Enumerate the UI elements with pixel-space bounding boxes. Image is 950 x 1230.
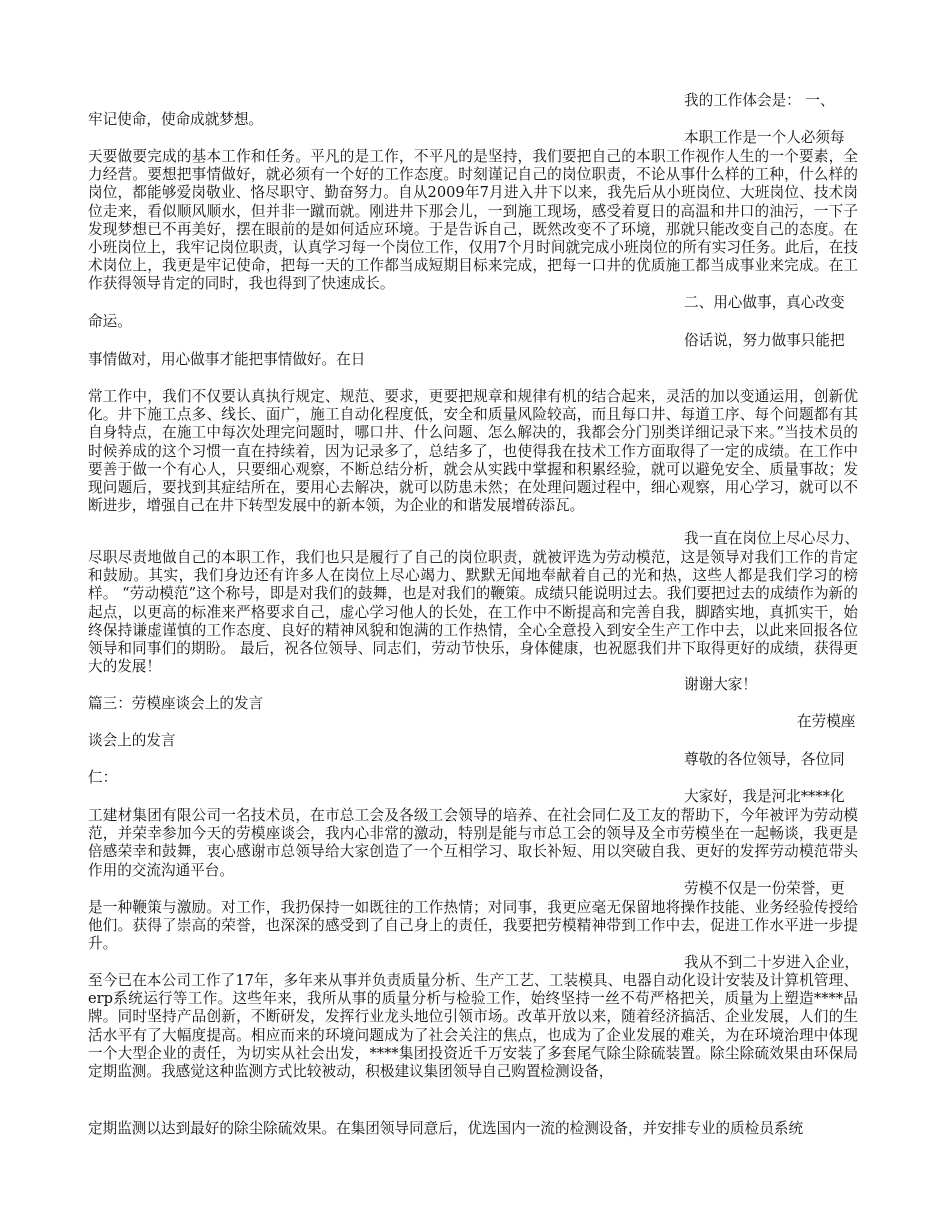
paragraph-body: 尽职尽责地做自己的本职工作，我们也只是履行了自己的岗位职责，就被评选为劳动模范，这是领导对我们工作的肯定和鼓励。其实，我们身边还有许多人在岗位上尽心竭力、默默无闻地奉献着自己的光和热，这些人都是我们学习的榜样。 “劳动模范”这个称号，即是对我们的鼓舞，也是对我们的鞭策。成绩只能说明过去。我们要把过去的成绩作为新的起点，以更高的标准来严格要求自己，虚心学习他人的长处，在工作中不断提高和完善自我，脚踏实地，真抓实干，始终保持谦虚谨慎的工作态度、良好的精神风貌和饱满的工作热情，全心全意投入到安全生产工作中去，以此来回报各位领导和同事们的期盼。 最后，祝各位领导、同志们，劳动节快乐，身体健康，也祝愿我们井下取得更好的成绩，获得更大的发展！ — [88, 549, 858, 676]
section-title: 篇三：劳模座谈会上的发言 — [88, 695, 264, 712]
greeting-body: 仁： — [88, 769, 118, 786]
speech-title-body: 谈会上的发言 — [88, 732, 176, 749]
paragraph-body: 天要做要完成的基本工作和任务。平凡的是工作，不平凡的是坚持，我们要把自己的本职工作视作人生的一个要素，全力经营。要想把事情做好，就必须有一个好的工作态度。时刻谨记自己的岗位职责，不论从事什么样的工种，什么样的岗位，都能够爱岗敬业、恪尽职守、勤奋努力。自从2009年7月进入井下以来，我先后从小班岗位、大班岗位、技术岗位走来，看似顺风顺水，但并非一蹴而就。刚进井下那会儿，一到施工现场，感受着夏日的高温和井口的油污，一下子发现梦想已不再美好，摆在眼前的是如何适应环境。于是告诉自己，既然改变不了环境，那就只能改变自己的态度。在小班岗位上，我牢记岗位职责，认真学习每一个岗位工作，仅用7个月时间就完成小班岗位的所有实习任务。此后，在技术岗位上，我更是牢记使命，把每一天的工作都当成短期目标来完成，把每一口井的优质施工都当成事业来完成。在工作获得领导肯定的同时，我也得到了快速成长。 — [88, 148, 858, 293]
paragraph-head: 我一直在岗位上尽心尽力、 — [684, 530, 860, 547]
paragraph-head: 本职工作是一个人必须每 — [684, 129, 845, 146]
paragraph-head: 劳模不仅是一份荣誉，更 — [684, 880, 845, 897]
paragraph-head: 俗话说，努力做事只能把 — [684, 332, 845, 349]
closing-line: 谢谢大家！ — [684, 676, 757, 693]
paragraph-body: 事情做对，用心做事才能把事情做好。在日 — [88, 351, 366, 368]
paragraph-body: 定期监测以达到最好的除尘除硫效果。在集团领导同意后，优选国内一流的检测设备，并安排专业的质检员系统 — [88, 1120, 804, 1137]
paragraph-head: 二、用心做事，真心改变 — [684, 294, 845, 311]
greeting-head: 尊敬的各位领导，各位同 — [684, 751, 845, 768]
paragraph-body: 命运。 — [88, 313, 132, 330]
paragraph-head: 我从不到二十岁进入企业， — [684, 954, 860, 971]
paragraph-body: 至今已在本公司工作了17年，多年来从事并负责质量分析、生产工艺、工装模具、电器自动化设计安装及计算机管理、erp系统运行等工作。这些年来，我所从事的质量分析与检验工作，始终坚持一丝不苟严格把关，质量为上塑造****品牌。同时坚持产品创新，不断研发，发挥行业龙头地位引领市场。改革开放以来，随着经济搞活、企业发展，人们的生活水平有了大幅度提高。相应而来的环境问题成为了社会关注的焦点，也成为了企业发展的难关，为在环境治理中体现一个大型企业的责任，为切实从社会出发，****集团投资近千万安装了多套尾气除尘除硫装置。除尘除硫效果由环保局定期监测。我感觉这种监测方式比较被动，积极建议集团领导自己购置检测设备， — [88, 972, 858, 1081]
paragraph-body: 牢记使命，使命成就梦想。 — [88, 111, 264, 128]
paragraph-head: 大家好，我是河北****化 — [684, 788, 845, 805]
paragraph-body: 工建材集团有限公司一名技术员，在市总工会及各级工会领导的培养、在社会同仁及工友的帮助下，今年被评为劳动模范，并荣幸参加今天的劳模座谈会，我内心非常的激动，特别是能与市总工会的领导及全市劳模坐在一起畅谈，我更是倍感荣幸和鼓舞，衷心感谢市总领导给大家创造了一个互相学习、取长补短、用以突破自我、更好的发挥劳动模范带头作用的交流沟通平台。 — [88, 807, 858, 879]
paragraph-head: 我的工作体会是： 一、 — [684, 92, 835, 109]
paragraph-body: 常工作中，我们不仅要认真执行规定、规范、要求，更要把规章和规律有机的结合起来，灵活的加以变通运用，创新优化。井下施工点多、线长、面广，施工自动化程度低，安全和质量风险较高，而且每口井、每道工序、每个问题都有其自身特点，在施工中每次处理完问题时，哪口井、什么问题、怎么解决的，我都会分门别类详细记录下来。”当技术员的时候养成的这个习惯一直在持续着，因为记录多了，总结多了，也使得我在技术工作方面取得了一定的成绩。在工作中要善于做一个有心人，只要细心观察，不断总结分析，就会从实践中掌握和积累经验，就可以避免安全、质量事故；发现问题后，要找到其症结所在，要用心去解决，就可以防患未然；在处理问题过程中，细心观察，用心学习，就可以不断进步，增强自己在井下转型发展中的新本领，为企业的和谐发展增砖添瓦。 — [88, 388, 858, 515]
paragraph-body: 是一种鞭策与激励。对工作，我扔保持一如既往的工作热情；对同事，我更应毫无保留地将操作技能、业务经验传授给他们。获得了崇高的荣誉，也深深的感受到了自己身上的责任，我要把劳模精神带到工作中去，促进工作水平进一步提升。 — [88, 899, 858, 953]
speech-title-head: 在劳模座 — [797, 713, 856, 730]
